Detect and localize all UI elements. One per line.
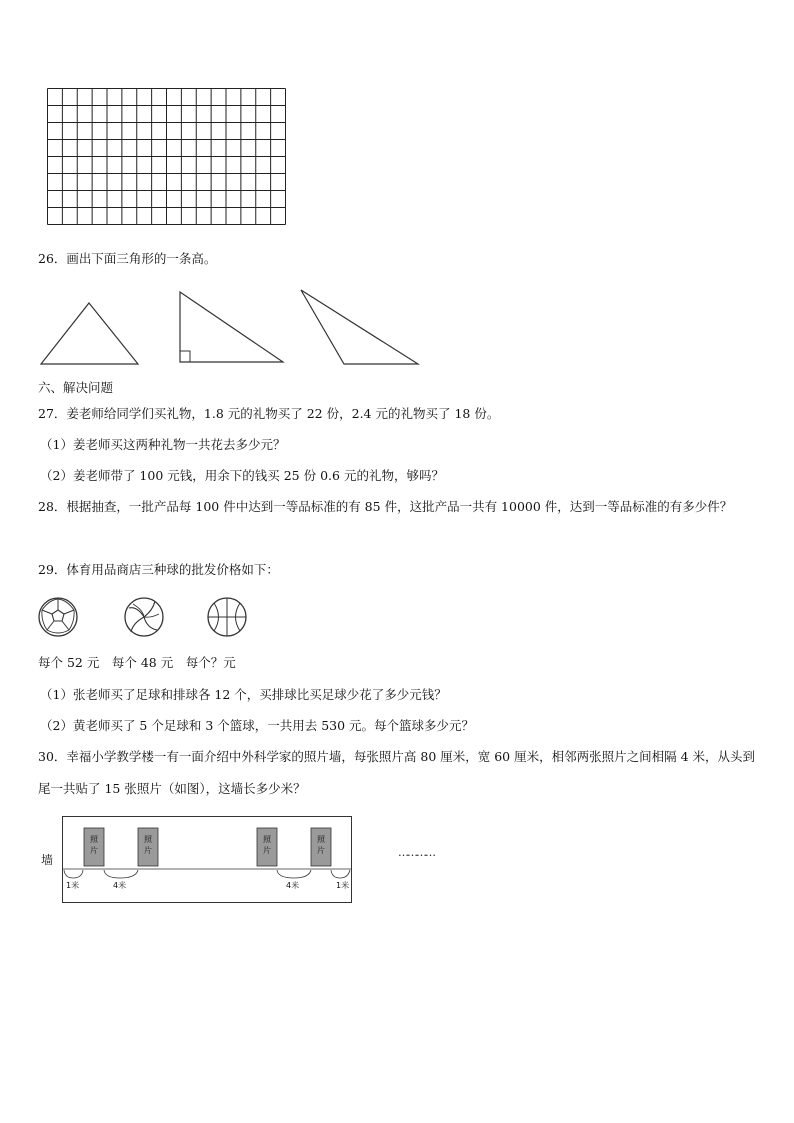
question-29-part-1: （1）张老师买了足球和排球各 12 个，买排球比买足球少花了多少元钱？	[40, 687, 447, 702]
volleyball-icon	[123, 596, 165, 638]
question-29-part-2: （2）黄老师买了 5 个足球和 3 个篮球，一共用去 530 元。每个篮球多少元？	[40, 718, 475, 733]
question-28: 28．根据抽查，一批产品每 100 件中达到一等品标准的有 85 件，这批产品一共有 10000 件，达到一等品标准的有多少件？	[38, 499, 733, 514]
photo-2-label: 照 片	[144, 835, 152, 855]
photo-1-label: 照 片	[90, 835, 98, 855]
question-27-part-1: （1）姜老师买这两种礼物一共花去多少元？	[40, 437, 286, 452]
triangle-acute	[40, 302, 140, 366]
grid-paper	[47, 88, 287, 226]
soccer-ball-icon	[37, 596, 79, 638]
gap-label-1m-left: 1米	[66, 881, 80, 890]
gap-label-1m-right: 1米	[336, 881, 350, 890]
triangle-right	[179, 291, 285, 364]
photo-wall-label: 墙	[41, 853, 54, 867]
question-27-part-2: （2）姜老师带了 100 元钱，用余下的钱买 25 份 0.6 元的礼物，够吗？	[40, 468, 444, 483]
triangle-obtuse	[300, 289, 420, 366]
section-title: 六、解决问题	[38, 380, 114, 395]
basketball-icon	[206, 596, 248, 638]
gap-label-4m-right: 4米	[286, 881, 300, 890]
photo-15-label: 照 片	[317, 835, 325, 855]
photo-wall-diagram	[62, 816, 354, 904]
continuation-ellipsis: …………	[398, 846, 434, 859]
question-26: 26．画出下面三角形的一条高。	[38, 251, 217, 266]
ball-prices: 每个 52 元 每个 48 元 每个？元	[38, 655, 236, 670]
gap-label-4m-left: 4米	[113, 881, 127, 890]
question-29: 29．体育用品商店三种球的批发价格如下：	[38, 562, 279, 577]
photo-14-label: 照 片	[263, 835, 271, 855]
question-27: 27．姜老师给同学们买礼物，1.8 元的礼物买了 22 份，2.4 元的礼物买了 18 份。	[38, 406, 500, 421]
question-30: 30．幸福小学教学楼一有一面介绍中外科学家的照片墙，每张照片高 80 厘米，宽 60 厘米，相邻两张照片之间相隔 4 米，从头到尾一共贴了 15 张照片（如图），这墙长多少米？	[38, 749, 756, 796]
